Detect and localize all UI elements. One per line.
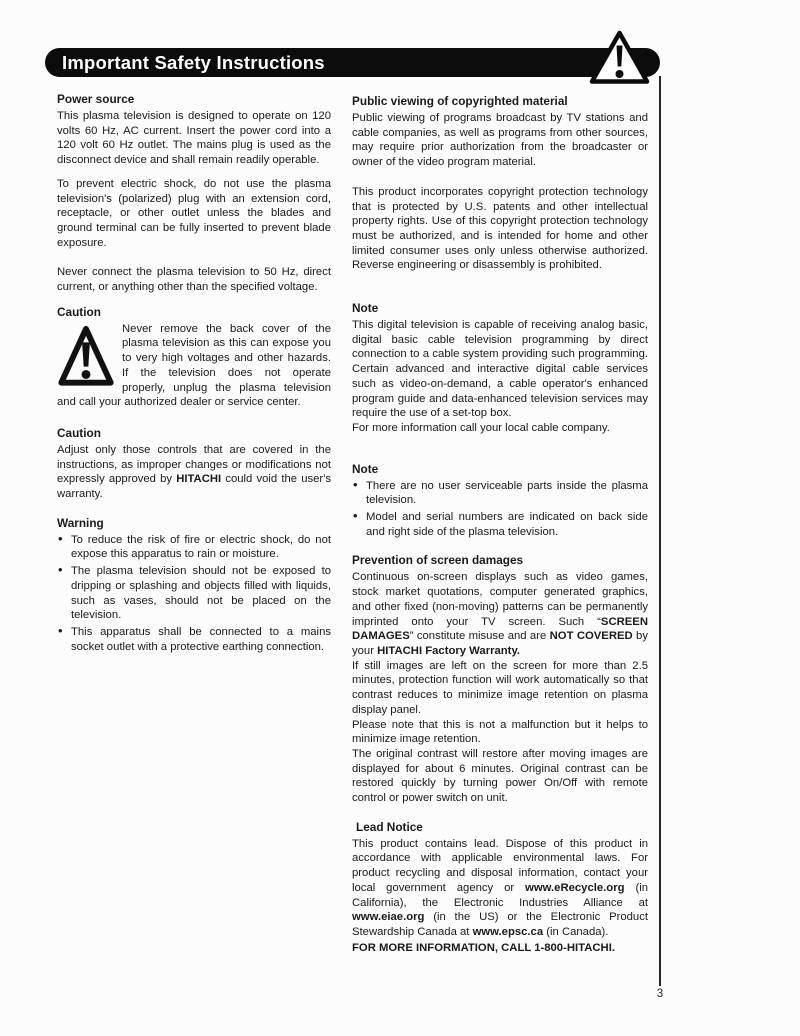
section-lead-notice [352,820,648,956]
section-heading: Public viewing of copyrighted material [352,94,568,108]
paragraph: Please note that this is not a malfunction but it helps to minimize image retention. [352,718,648,746]
list-item: • There are no user serviceable parts inside the plasma television. [352,479,648,508]
section-caution-controls [57,426,331,502]
paragraph: The original contrast will restore after moving images are displayed for about 6 minutes. Original contrast can be restored quickly by turning power On/Off with remote control or power switch on unit. [352,747,648,805]
paragraph: To prevent electric shock, do not use the plasma television's (polarized) plug with an extension cord, receptacle, or other outlet unless the blades and ground terminal can be fully inserted to prevent blade exposure. [57,177,331,249]
section-screen-damage [352,553,648,805]
section-heading: Caution [57,425,101,440]
paragraph: If still images are left on the screen for more than 2.5 minutes, protection function will work automatically so that contrast reduces to minimize image retention on plasma display panel. [352,659,648,716]
list-item: • This apparatus shall be connected to a mains socket outlet with a protective earthing connection. [57,625,331,654]
warning-triangle-icon [57,324,115,388]
section-heading: Caution [57,304,101,319]
paragraph: This digital television is capable of receiving analog basic, digital basic cable television programming by direct connection to a cable system providing such programming. Certain advanced and interactive digital cable services such as video-on-demand, a cable operator's enhanced program guide and data-enhanced television services may require the use of a set-top box. [352,319,648,420]
section-heading: Power source [57,92,135,106]
right-edge-rule [659,76,661,986]
paragraph: This plasma television is designed to operate on 120 volts 60 Hz, AC current. Insert the power cord into a 120 volt 60 Hz outlet. The mains plug is used as the disconnect device and shall remain readily operable. [57,110,331,167]
info-call-line: FOR MORE INFORMATION, CALL 1-800-HITACHI. [352,941,615,954]
note-list [352,479,648,540]
section-heading: Warning [57,515,104,530]
page-number: 3 [656,988,664,1000]
warning-list [57,533,331,655]
section-heading: Note [352,301,379,316]
section-heading: Lead Notice [356,819,423,834]
paragraph: Public viewing of programs broadcast by TV stations and cable companies, as well as programs from other sources, may require prior authorization from the broadcaster or owner of the video program material. [352,112,648,169]
section-note-cable [352,301,648,436]
right-column [352,94,648,955]
section-note-serviceable [352,462,648,540]
page-title: Important Safety Instructions [62,52,325,73]
section-power-source [57,92,331,295]
list-item: • Model and serial numbers are indicated on back side and right side of the plasma television. [352,510,648,539]
paragraph: This product contains lead. Dispose of this product in accordance with applicable environmental laws. For product recycling and disposal information, contact your local government agency or www.eRecycle.org (in California), the Electronic Industries Alliance at www.eiae.org (in the US) or the Electronic Product Stewardship Canada at www.epsc.ca (in Canada). [352,837,648,938]
section-heading: Prevention of screen damages [352,553,524,568]
list-item: • To reduce the risk of fire or electric shock, do not expose this apparatus to rain or moisture. [57,533,331,562]
section-heading: Note [352,461,379,476]
left-column [57,92,331,654]
section-warning [57,516,331,655]
caution-body [57,322,331,410]
warning-triangle-icon [589,30,650,85]
paragraph: This product incorporates copyright protection technology that is protected by U.S. patents and other intellectual property rights. Use of this copyright protection technology must be authorized, and is intended for home and other limited consumer uses only unless otherwise authorized. Reverse engineering or disassembly is prohibited. [352,185,648,272]
paragraph: For more information call your local cable company. [352,421,610,434]
list-item: • The plasma television should not be exposed to dripping or splashing and objects filled with liquids, such as vases, should not be placed on the television. [57,564,331,623]
section-public-viewing [352,94,648,273]
paragraph: Never connect the plasma television to 50 Hz, direct current, or anything other than the specified voltage. [57,266,331,294]
page-title-bar [45,48,660,77]
paragraph: Never remove the back cover of the plasma television as this can expose you to very high voltages and other hazards. If the television does not operate properly, unplug the plasma television and call your authorized dealer or service center. [57,322,331,409]
paragraph: Adjust only those controls that are covered in the instructions, as improper changes or modifications not expressly approved by HITACHI could void the user's warranty. [57,443,331,501]
section-caution-back-cover [57,305,331,410]
paragraph: Continuous on-screen displays such as video games, stock market quotations, computer generated graphics, and other fixed (non-moving) patterns can be permanently imprinted onto your TV screen. Such “SCREEN DAMAGES” constitute misuse and are NOT COVERED by your HITACHI Factory Warranty. [352,571,648,657]
